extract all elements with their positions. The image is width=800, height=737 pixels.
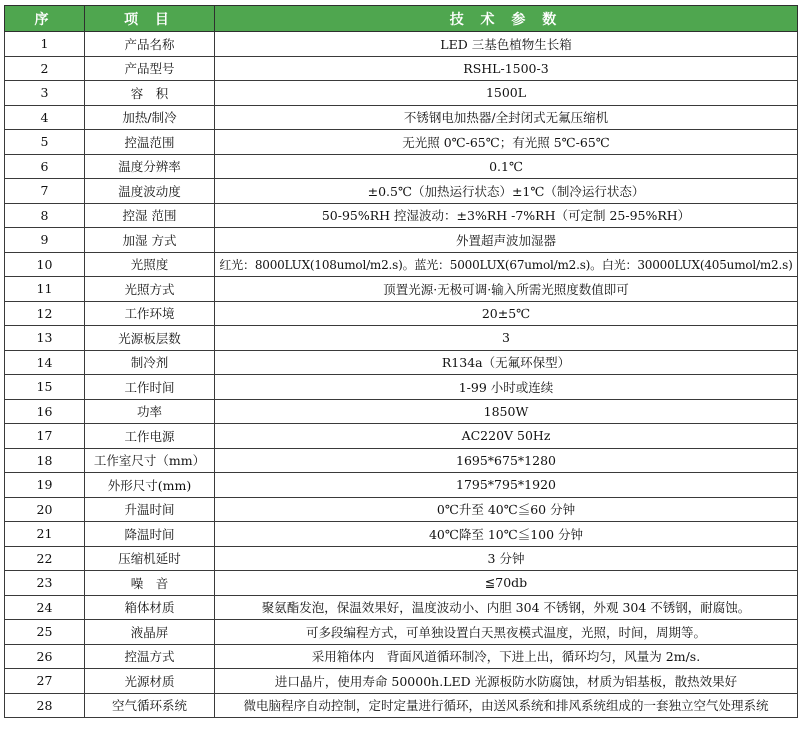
row-value: 聚氨酯发泡，保温效果好，温度波动小、内胆 304 不锈钢，外观 304 不锈钢，耐腐蚀。 <box>215 595 798 620</box>
row-number: 4 <box>5 105 85 130</box>
row-value: 顶置光源·无极可调·输入所需光照度数值即可 <box>215 277 798 302</box>
row-number: 2 <box>5 56 85 81</box>
row-value: 进口晶片，使用寿命 50000h.LED 光源板防水防腐蚀，材质为铝基板，散热效果好 <box>215 669 798 694</box>
table-row <box>5 620 798 645</box>
row-item: 外形尺寸(mm) <box>85 473 215 498</box>
row-number: 20 <box>5 497 85 522</box>
row-number: 16 <box>5 399 85 424</box>
table-row <box>5 448 798 473</box>
row-number: 25 <box>5 620 85 645</box>
table-row <box>5 154 798 179</box>
table-row <box>5 644 798 669</box>
row-value: 采用箱体内 背面风道循环制冷，下进上出，循环均匀，风量为 2m/s. <box>215 644 798 669</box>
row-number: 24 <box>5 595 85 620</box>
row-value: AC220V 50Hz <box>215 424 798 449</box>
table-row <box>5 595 798 620</box>
table-row <box>5 179 798 204</box>
row-value: 1795*795*1920 <box>215 473 798 498</box>
row-number: 8 <box>5 203 85 228</box>
table-row <box>5 32 798 57</box>
table-row <box>5 301 798 326</box>
row-number: 13 <box>5 326 85 351</box>
table-row <box>5 326 798 351</box>
row-value: 外置超声波加湿器 <box>215 228 798 253</box>
table-row <box>5 693 798 718</box>
table-row <box>5 81 798 106</box>
row-number: 23 <box>5 571 85 596</box>
row-value: 红光：8000LUX(108umol/m2.s)。蓝光：5000LUX(67umol/m2.s)。白光：30000LUX(405umol/m2.s) <box>215 252 798 277</box>
table-row <box>5 203 798 228</box>
row-item: 控湿 范围 <box>85 203 215 228</box>
header-row <box>5 6 798 32</box>
table-row <box>5 350 798 375</box>
row-item: 光照方式 <box>85 277 215 302</box>
row-number: 14 <box>5 350 85 375</box>
row-value: 无光照 0℃-65℃；有光照 5℃-65℃ <box>215 130 798 155</box>
header-params: 技 术 参 数 <box>215 6 798 32</box>
row-item: 光照度 <box>85 252 215 277</box>
row-number: 28 <box>5 693 85 718</box>
row-value: RSHL-1500-3 <box>215 56 798 81</box>
table-row <box>5 571 798 596</box>
row-number: 12 <box>5 301 85 326</box>
table-row <box>5 497 798 522</box>
row-value: 1-99 小时或连续 <box>215 375 798 400</box>
row-number: 21 <box>5 522 85 547</box>
row-item: 工作环境 <box>85 301 215 326</box>
row-item: 工作电源 <box>85 424 215 449</box>
table-body <box>5 32 798 718</box>
row-value: 20±5℃ <box>215 301 798 326</box>
row-value: 0.1℃ <box>215 154 798 179</box>
row-item: 空气循环系统 <box>85 693 215 718</box>
table-row <box>5 130 798 155</box>
row-value: 0℃升至 40℃≦60 分钟 <box>215 497 798 522</box>
spec-table <box>4 5 798 718</box>
row-number: 18 <box>5 448 85 473</box>
row-item: 降温时间 <box>85 522 215 547</box>
table-row <box>5 424 798 449</box>
row-item: 光源板层数 <box>85 326 215 351</box>
table-row <box>5 522 798 547</box>
row-value: 1695*675*1280 <box>215 448 798 473</box>
row-item: 加湿 方式 <box>85 228 215 253</box>
row-number: 9 <box>5 228 85 253</box>
table-row <box>5 399 798 424</box>
row-number: 6 <box>5 154 85 179</box>
row-number: 1 <box>5 32 85 57</box>
row-item: 温度波动度 <box>85 179 215 204</box>
row-number: 5 <box>5 130 85 155</box>
row-item: 加热/制冷 <box>85 105 215 130</box>
header-no: 序 <box>5 6 85 32</box>
row-value: 不锈钢电加热器/全封闭式无氟压缩机 <box>215 105 798 130</box>
row-number: 7 <box>5 179 85 204</box>
table-row <box>5 375 798 400</box>
row-value: 1500L <box>215 81 798 106</box>
table-row <box>5 669 798 694</box>
row-item: 工作时间 <box>85 375 215 400</box>
row-value: 40℃降至 10℃≦100 分钟 <box>215 522 798 547</box>
row-number: 15 <box>5 375 85 400</box>
row-item: 产品型号 <box>85 56 215 81</box>
table-row <box>5 473 798 498</box>
row-item: 升温时间 <box>85 497 215 522</box>
row-number: 17 <box>5 424 85 449</box>
table-row <box>5 277 798 302</box>
row-value: ±0.5℃（加热运行状态）±1℃（制冷运行状态） <box>215 179 798 204</box>
row-value: ≦70db <box>215 571 798 596</box>
row-item: 制冷剂 <box>85 350 215 375</box>
row-item: 光源材质 <box>85 669 215 694</box>
row-item: 产品名称 <box>85 32 215 57</box>
table-row <box>5 56 798 81</box>
row-value: 50-95%RH 控湿波动：±3%RH -7%RH（可定制 25-95%RH） <box>215 203 798 228</box>
row-number: 22 <box>5 546 85 571</box>
row-item: 功率 <box>85 399 215 424</box>
row-value: R134a（无氟环保型） <box>215 350 798 375</box>
row-number: 27 <box>5 669 85 694</box>
row-value: LED 三基色植物生长箱 <box>215 32 798 57</box>
row-item: 工作室尺寸（mm） <box>85 448 215 473</box>
table-row <box>5 546 798 571</box>
row-number: 10 <box>5 252 85 277</box>
row-item: 箱体材质 <box>85 595 215 620</box>
row-number: 3 <box>5 81 85 106</box>
row-item: 压缩机延时 <box>85 546 215 571</box>
row-value: 1850W <box>215 399 798 424</box>
row-item: 液晶屏 <box>85 620 215 645</box>
row-item: 控温范围 <box>85 130 215 155</box>
row-item: 控温方式 <box>85 644 215 669</box>
row-item: 温度分辨率 <box>85 154 215 179</box>
row-item: 噪 音 <box>85 571 215 596</box>
table-row <box>5 105 798 130</box>
row-number: 19 <box>5 473 85 498</box>
table-row <box>5 228 798 253</box>
row-number: 26 <box>5 644 85 669</box>
row-value: 可多段编程方式，可单独设置白天黑夜模式温度，光照，时间，周期等。 <box>215 620 798 645</box>
row-value: 微电脑程序自动控制，定时定量进行循环，由送风系统和排风系统组成的一套独立空气处理系统 <box>215 693 798 718</box>
row-item: 容 积 <box>85 81 215 106</box>
header-item: 项 目 <box>85 6 215 32</box>
table-row <box>5 252 798 277</box>
row-value: 3 <box>215 326 798 351</box>
row-value: 3 分钟 <box>215 546 798 571</box>
row-number: 11 <box>5 277 85 302</box>
